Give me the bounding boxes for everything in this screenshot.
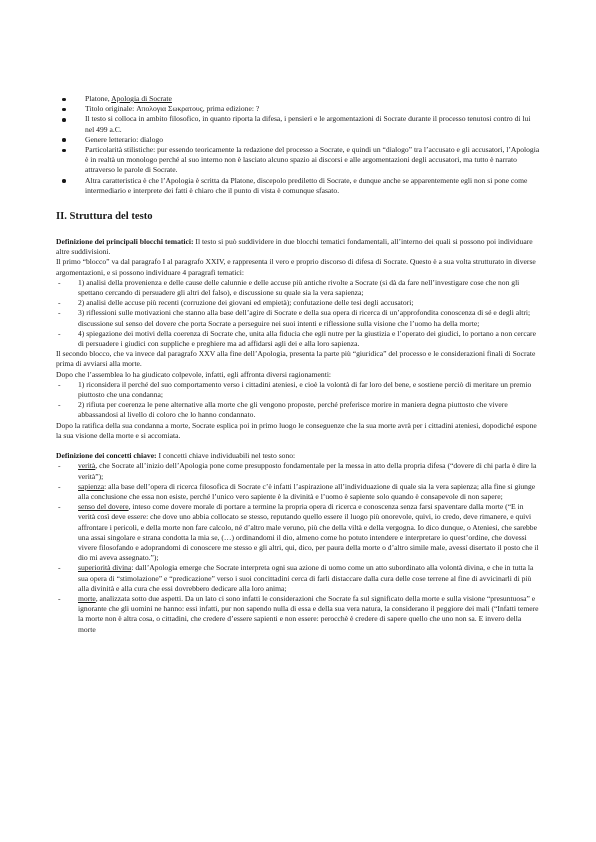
second-block-paragraph: Il secondo blocco, che va invece dal paragrafo XXV alla fine dell’Apologia, presenta la parte più “giuridica” del processo e le considerazioni finali di Socrate prima di avviarsi alla morte. (56, 349, 536, 369)
concept-item (56, 502, 540, 563)
author-text: Platone, (85, 94, 112, 103)
concept-item (56, 461, 540, 481)
second-block-list (56, 380, 540, 421)
concepts-list (56, 461, 540, 634)
concepts-intro: I concetti chiave individuabili nel testo sono: (156, 451, 296, 461)
concepts-title: Definizione dei concetti chiave: (56, 451, 157, 461)
section-heading: II. Struttura del testo (56, 211, 153, 223)
list-item: - 2) rifiuta per coerenza le pene alternative alla morte che gli vengono proposte, perché preferisce morire in maniera degna piuttosto che vivere abbassandosi al livello di coloro che lo hanno condannato. (56, 400, 540, 420)
concept-term: superiorità divina (78, 563, 132, 573)
concept-text: , che Socrate all’inizio dell’Apologia pone come presupposto fondamentale per la messa in atto della propria difesa (“dovere di chi parla è dire la verità”); (78, 461, 537, 481)
list-item: - 1) analisi della provenienza e delle cause delle calunnie e delle accuse più antiche rivolte a Socrate (si dà da fare nell’investigare cose che non gli spettano cercando di persuadere gli altri del falso), e discussione su quale sia la vera sapienza; (56, 278, 540, 298)
document-page (56, 94, 540, 635)
bullet-author (56, 94, 540, 104)
concept-text: , inteso come dovere morale di portare a termine la propria opera di ricerca e conoscenza senza farsi spaventare dalla morte (“E in verità così deve essere: che dove uno abbia collocato se stesso, reputando quello essere il luogo più onorevole, quivi, io credo, deve rimanere, e quivi affrontare i pericoli, e della morte non fare calcolo, né d’altro male veruno, più che della viltà e della vergogna. Io dico dunque, o Ateniesi, che sarebbe una assai singolare e strana condotta la mia se, (…) ordinandomi il dio, almeno come ho potuto intendere e interpretare io quest’ordine, che dovessi vivere filosofando e adoprandomi di conoscere me stesso e gli altri, qui, dico, per paura della morte o d’altro simile male, avessi disertato il posto che il dio mi aveva assegnato.”); (78, 502, 539, 563)
blocks-definition (56, 237, 540, 257)
work-title-link[interactable]: Apologia di Socrate (111, 94, 172, 103)
concept-text: , analizzata sotto due aspetti. Da un lato ci sono infatti le considerazioni che Socrate fa sul significato della morte e sulla visione “presuntuosa” e ignorante che gli uomini ne hanno: essi infatti, pur non sapendo nulla di essa e della sua vera natura, la considerano il peggiore dei mali (“Infatti temere la morte non è altra cosa, o cittadini, che credere d’essere sapienti e non essere: perocchè è credere di sapere quello che uno non sa. E invero della morte (78, 593, 539, 634)
blocks-title: Definizione dei principali blocchi tematici: (56, 237, 194, 247)
list-item: - 2) analisi delle accuse più recenti (corruzione dei giovani ed empietà); confutazione delle tesi degli accusatori; (56, 298, 540, 308)
after-ratification-paragraph: Dopo la ratifica della sua condanna a morte, Socrate esplica poi in primo luogo le conseguenze che la sua morte avrà per i cittadini ateniesi, dopodiché espone la sua visione della morte e si accomiata. (56, 420, 537, 440)
concept-term: sapienza (78, 481, 105, 491)
list-item: - 4) spiegazione dei motivi della coerenza di Socrate che, unita alla fiducia che egli nutre per la giustizia e l’operato dei giudici, lo portano a non cercare di persuadere i giudici con suppliche e preghiere ma ad affidarsi agli dei e alla loro sapienza. (56, 329, 540, 349)
concept-term: verità (78, 461, 96, 471)
concept-item (56, 563, 540, 594)
concept-item (56, 482, 540, 502)
list-item: - 3) riflessioni sulle motivazioni che stanno alla base dell’agire di Socrate e della sua opera di ricerca di un’approfondita conoscenza di sé e degli altri; discussione sul senso del dovere che porta Socrate a perseguire nei suoi intenti e riflessione sulla visione che l’uomo ha della morte; (56, 308, 540, 328)
bullet-style: Particolarità stilistiche: pur essendo teoricamente la redazione del processo a Socrate, e quindi un “dialogo” tra l’accusato e gli accusatori, l’Apologia è in realtà un monologo perché al suo interno non è lasciato alcuno spazio ai discorsi e alle argomentazioni degli accusatori, ma tutto è narrato attraverso le parole di Socrate. (56, 145, 540, 176)
concept-text: : dall’Apologia emerge che Socrate interpreta ogni sua azione di uomo come un atto subordinato alla volontà divina, e che in tutta la sua opera di “stimolazione” e “predicazione” verso i suoi concittadini cerca di farli distaccare dalla cura delle cose terrene al fine di avvicinarli di più alla divinità e alla cura che essi dovrebbero dedicare alla loro anima; (78, 563, 534, 593)
first-block-list (56, 278, 540, 349)
bullet-characteristic: Altra caratteristica è che l’Apologia è scritta da Platone, discepolo prediletto di Socrate, e dunque anche se apparentemente egli non si pone come intermediario e interprete dei fatti è chiaro che il punto di vista è comunque sfasato. (56, 176, 540, 196)
blocks-intro: Il testo si può suddividere in due blocchi tematici fondamentali, all’interno dei quali si possono poi individuare altre suddivisioni. (56, 237, 533, 257)
concept-item (56, 594, 540, 635)
first-block-paragraph: Il primo “blocco” va dal paragrafo I al paragrafo XXIV, e rappresenta il vero e proprio discorso di difesa di Socrate. Questo è a sua volta strutturato in diverse argomentazioni, e si possono individuare 4 paragrafi tematici: (56, 257, 536, 277)
concept-text: : alla base dell’opera di ricerca filosofica di Socrate c’è infatti l’aspirazione all’individuazione di quale sia la vera sapienza; alla fine si giunge alla conclusione che essa non esiste, perché l’unico vero sapiente è la divinità e l’uomo è sapiente solo quando è consapevole di non sapere; (78, 481, 536, 501)
list-item: - 1) riconsidera il perché del suo comportamento verso i cittadini ateniesi, e cioè la volontà di far loro del bene, e sostiene perciò di meritare un premio piuttosto che una condanna; (56, 380, 540, 400)
concept-term: morte (78, 593, 96, 603)
spacer (56, 441, 540, 451)
concept-term: senso del dovere (78, 502, 129, 512)
concepts-definition (56, 451, 540, 461)
bullet-genre: Genere letterario: dialogo (56, 135, 540, 145)
bullet-original-title: Titolo originale: Απολογια Σωκρατους, prima edizione: ? (56, 104, 540, 114)
second-block-paragraph-2: Dopo che l’assemblea lo ha giudicato colpevole, infatti, egli affronta diversi ragionamenti: (56, 369, 332, 379)
intro-bullet-list (56, 94, 540, 196)
bullet-context: Il testo si colloca in ambito filosofico, in quanto riporta la difesa, i pensieri e le argomentazioni di Socrate durante il processo tenutosi contro di lui nel 499 a.C. (56, 114, 540, 134)
